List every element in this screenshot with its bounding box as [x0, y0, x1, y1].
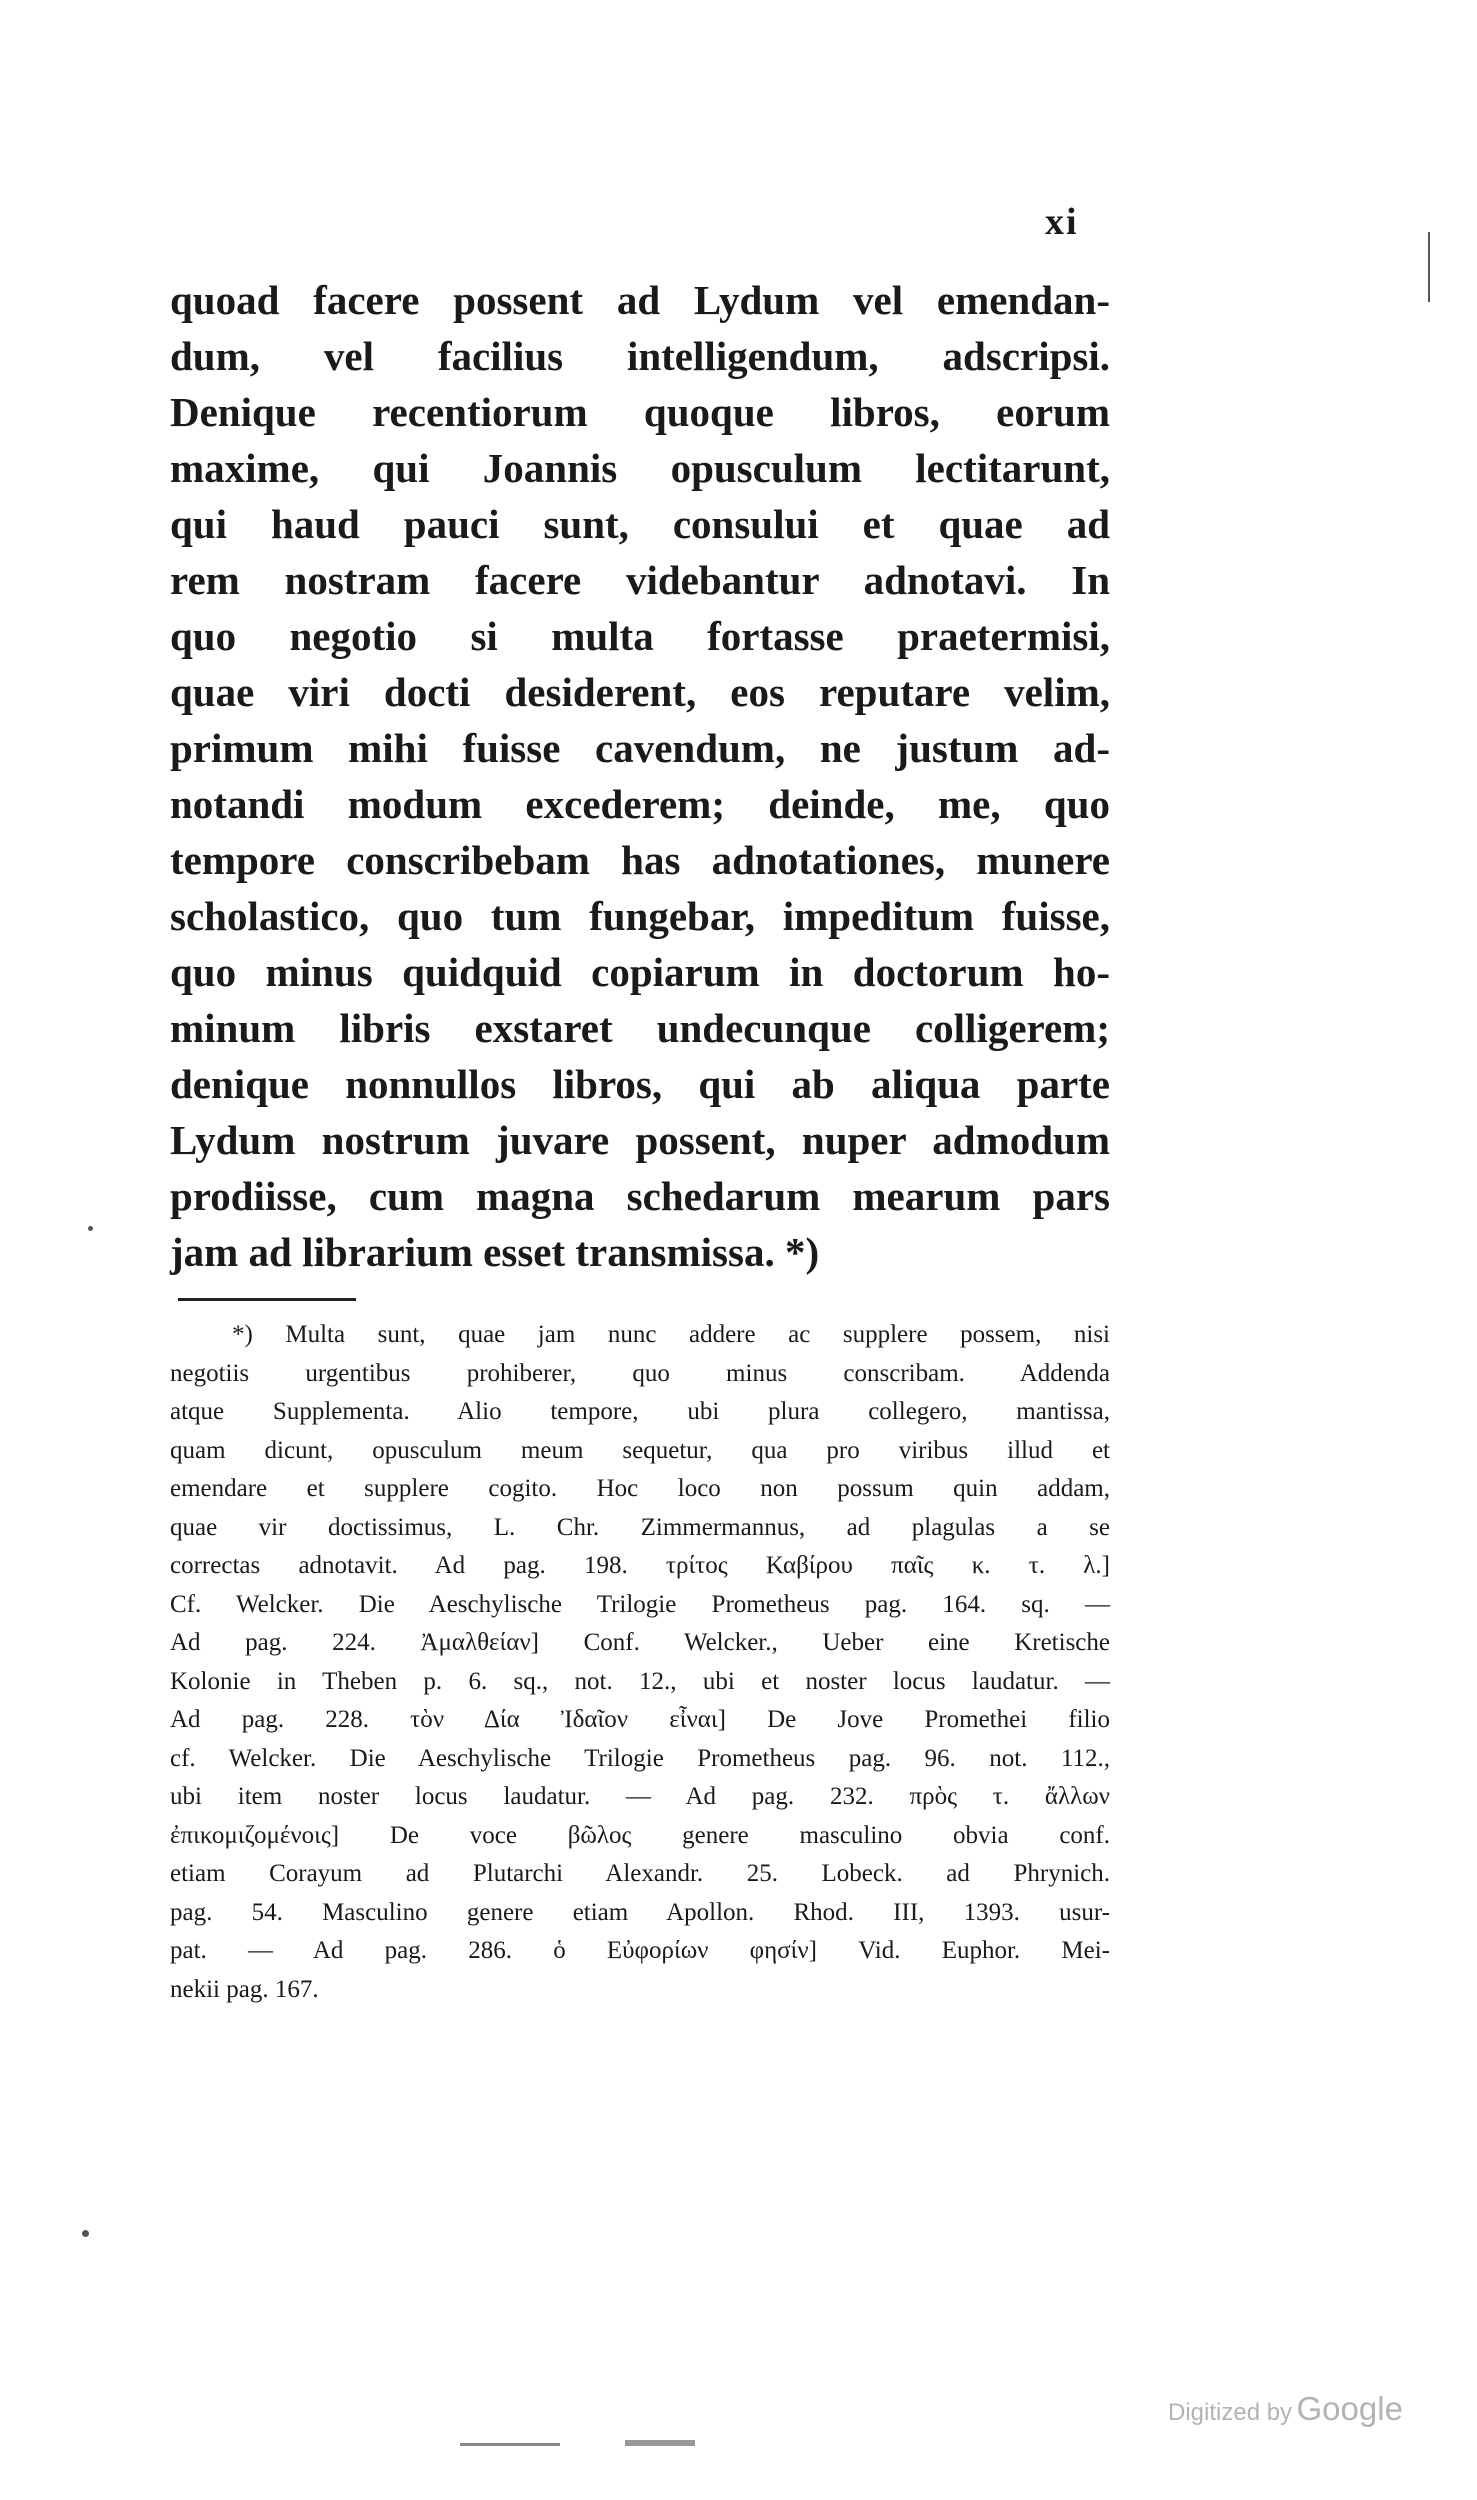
- footnote-line: negotiis urgentibus prohiberer, quo minus conscribam. Addenda: [170, 1359, 1110, 1387]
- footnote-line: Kolonie in Theben p. 6. sq., not. 12., ubi et noster locus laudatur. —: [170, 1667, 1110, 1695]
- page-number: xi: [1045, 201, 1079, 243]
- footnote-line: correctas adnotavit. Ad pag. 198. τρίτος Καβίρου παῖς κ. τ. λ.]: [170, 1552, 1110, 1579]
- footnote-separator: [178, 1298, 356, 1301]
- main-text-line: quae viri docti desiderent, eos reputare velim,: [170, 669, 1110, 715]
- main-text-line: qui haud pauci sunt, consului et quae ad: [170, 501, 1110, 547]
- footnote-line: *) Multa sunt, quae jam nunc addere ac supplere possem, nisi: [232, 1321, 1110, 1348]
- main-text-line: Denique recentiorum quoque libros, eorum: [170, 389, 1110, 435]
- footnote: [170, 1316, 1110, 2009]
- main-text-line: quoad facere possent ad Lydum vel emendan-: [170, 277, 1110, 323]
- main-text-line: Lydum nostrum juvare possent, nuper admodum: [170, 1117, 1110, 1163]
- scan-speck: [88, 1226, 93, 1231]
- main-text: [170, 272, 1110, 1280]
- main-text-line: quo negotio si multa fortasse praetermisi,: [170, 613, 1110, 659]
- google-logo-text: Google: [1296, 2390, 1403, 2427]
- footnote-line: Ad pag. 224. Ἀμαλθείαν] Conf. Welcker., Ueber eine Kretische: [170, 1629, 1110, 1656]
- main-text-line: notandi modum excederem; deinde, me, quo: [170, 781, 1110, 827]
- main-text-line: tempore conscribebam has adnotationes, munere: [170, 837, 1110, 883]
- main-text-line: rem nostram facere videbantur adnotavi. In: [170, 557, 1110, 603]
- footnote-line: Ad pag. 228. τὸν Δία Ἰδαῖον εἶναι] De Jove Promethei filio: [170, 1706, 1110, 1733]
- footnote-line: ubi item noster locus laudatur. — Ad pag. 232. πρὸς τ. ἄλλων: [170, 1783, 1110, 1810]
- digitized-watermark: [1168, 2390, 1403, 2428]
- scan-speck: [1428, 232, 1430, 302]
- footnote-line: pat. — Ad pag. 286. ὁ Εὐφορίων φησίν] Vid. Euphor. Mei-: [170, 1937, 1110, 1964]
- footnote-line: atque Supplementa. Alio tempore, ubi plura collegero, mantissa,: [170, 1398, 1110, 1425]
- footnote-line: cf. Welcker. Die Aeschylische Trilogie Prometheus pag. 96. not. 112.,: [170, 1744, 1110, 1772]
- footnote-line: etiam Corayum ad Plutarchi Alexandr. 25. Lobeck. ad Phrynich.: [170, 1860, 1110, 1887]
- main-text-line: jam ad librarium esset transmissa. *): [170, 1229, 820, 1275]
- scan-speck: [625, 2440, 695, 2446]
- main-text-line: prodiisse, cum magna schedarum mearum pars: [170, 1173, 1110, 1219]
- main-text-line: denique nonnullos libros, qui ab aliqua parte: [170, 1061, 1110, 1107]
- footnote-line: nekii pag. 167.: [170, 1975, 319, 2003]
- watermark-prefix: Digitized by: [1168, 2399, 1293, 2426]
- footnote-line: quam dicunt, opusculum meum sequetur, qua pro viribus illud et: [170, 1436, 1110, 1464]
- footnote-line: quae vir doctissimus, L. Chr. Zimmermannus, ad plagulas a se: [170, 1513, 1110, 1541]
- scan-speck: [82, 2230, 89, 2237]
- scan-speck: [460, 2443, 560, 2446]
- footnote-line: Cf. Welcker. Die Aeschylische Trilogie Prometheus pag. 164. sq. —: [170, 1590, 1110, 1618]
- main-text-line: scholastico, quo tum fungebar, impeditum fuisse,: [170, 893, 1110, 939]
- main-text-line: dum, vel facilius intelligendum, adscripsi.: [170, 333, 1110, 379]
- footnote-line: ἐπικομιζομένοις] De voce βῶλος genere masculino obvia conf.: [170, 1821, 1110, 1849]
- footnote-line: emendare et supplere cogito. Hoc loco non possum quin addam,: [170, 1475, 1110, 1502]
- main-text-line: primum mihi fuisse cavendum, ne justum ad-: [170, 725, 1110, 771]
- main-text-line: quo minus quidquid copiarum in doctorum ho-: [170, 949, 1110, 995]
- main-text-line: maxime, qui Joannis opusculum lectitarunt,: [170, 445, 1110, 491]
- footnote-line: pag. 54. Masculino genere etiam Apollon. Rhod. III, 1393. usur-: [170, 1898, 1110, 1926]
- main-text-line: minum libris exstaret undecunque colligerem;: [170, 1005, 1110, 1051]
